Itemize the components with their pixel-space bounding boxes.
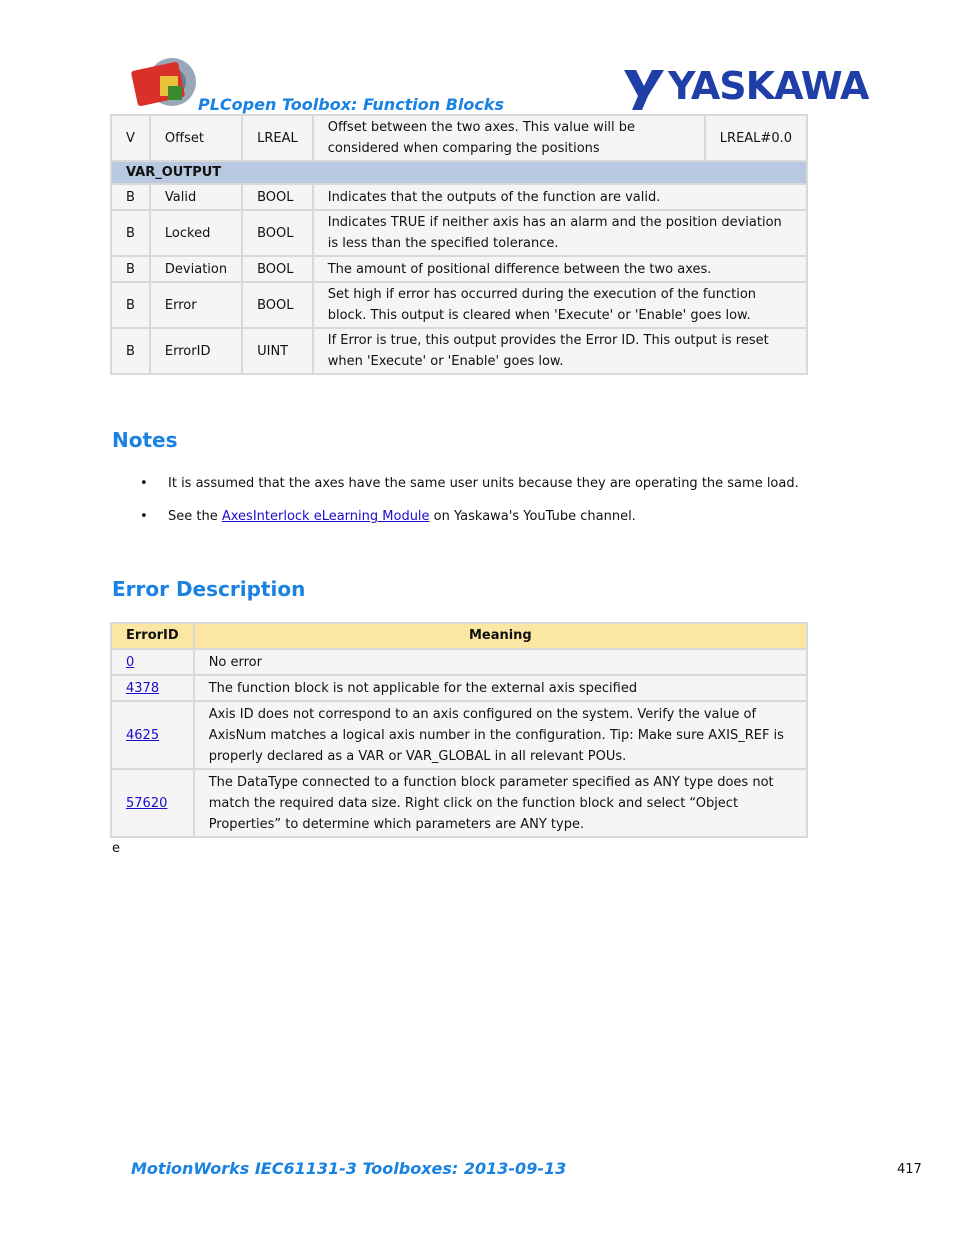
error-id-link[interactable]: 57620 [126,795,168,811]
elearning-module-link[interactable]: AxesInterlock eLearning Module [221,509,430,524]
section-label: VAR_OUTPUT [112,162,806,183]
table-row [112,650,806,674]
error-id-cell [112,676,193,700]
page-number: 417 [897,1162,922,1177]
param-type: LREAL [243,116,312,160]
param-type: BOOL [243,283,312,327]
table-row [112,185,806,209]
table-row [112,116,806,160]
error-id-link[interactable]: 0 [126,654,135,670]
param-name: ErrorID [151,329,241,373]
error-id-cell [112,702,193,768]
error-table [110,622,808,838]
param-kind: V [112,116,149,160]
section-row [112,162,806,183]
bullet-icon: • [140,476,148,491]
table-row [112,702,806,768]
parameter-table [110,114,808,375]
note-text [168,509,636,524]
note-text-post: on Yaskawa's YouTube channel. [429,509,636,524]
param-type: BOOL [243,211,312,255]
param-kind: B [112,211,149,255]
note-text-pre: See the [168,509,222,524]
table-header-row [112,624,806,648]
table-row [112,283,806,327]
table-row [112,329,806,373]
document-header-title: PLCopen Toolbox: Function Blocks [198,95,505,114]
param-desc: If Error is true, this output provides the Error ID. This output is reset when 'Execute' or 'Enable' goes low. [314,329,806,373]
plcopen-logo-icon [130,56,200,111]
error-meaning: Axis ID does not correspond to an axis configured on the system. Verify the value of AxisNum matches a logical axis number in the configuration. Tip: Make sure AXIS_REF is properly declared as a VAR or VAR_GLOBAL in all relevant POUs. [195,702,806,768]
table-row [112,211,806,255]
param-type: UINT [243,329,312,373]
param-kind: B [112,283,149,327]
error-id-link[interactable]: 4378 [126,680,160,696]
error-id-cell [112,770,193,836]
yaskawa-wordmark: YASKAWA [668,64,869,108]
note-text: It is assumed that the axes have the same user units because they are operating the same load. [168,476,799,491]
param-name: Valid [151,185,241,209]
param-name: Deviation [151,257,241,281]
table-row [112,770,806,836]
error-id-link[interactable]: 4625 [126,727,160,743]
error-meaning: The function block is not applicable for the external axis specified [195,676,806,700]
bullet-icon: • [140,509,148,524]
table-row [112,676,806,700]
param-desc: Set high if error has occurred during the execution of the function block. This output is cleared when 'Execute' or 'Enable' goes low. [314,283,806,327]
param-kind: B [112,257,149,281]
param-desc: Indicates TRUE if neither axis has an alarm and the position deviation is less than the specified tolerance. [314,211,806,255]
notes-heading: Notes [112,428,178,452]
param-default: LREAL#0.0 [706,116,806,160]
error-id-cell [112,650,193,674]
stray-character: e [112,841,120,856]
table-row [112,257,806,281]
param-type: BOOL [243,185,312,209]
param-kind: B [112,329,149,373]
param-desc: The amount of positional difference between the two axes. [314,257,806,281]
param-desc: Indicates that the outputs of the function are valid. [314,185,806,209]
document-footer-title: MotionWorks IEC61131-3 Toolboxes: 2013-09-13 [131,1159,567,1178]
param-name: Error [151,283,241,327]
param-kind: B [112,185,149,209]
yaskawa-logo [622,64,869,112]
yaskawa-emblem-icon [622,66,668,112]
error-meaning: The DataType connected to a function block parameter specified as ANY type does not match the required data size. Right click on the function block and select “Object Properties” to determine which parameters are ANY type. [195,770,806,836]
param-name: Locked [151,211,241,255]
column-header-errorid: ErrorID [112,624,193,648]
error-meaning: No error [195,650,806,674]
error-description-heading: Error Description [112,577,306,601]
param-name: Offset [151,116,241,160]
param-type: BOOL [243,257,312,281]
column-header-meaning: Meaning [195,624,806,648]
param-desc: Offset between the two axes. This value will be considered when comparing the positions [314,116,704,160]
